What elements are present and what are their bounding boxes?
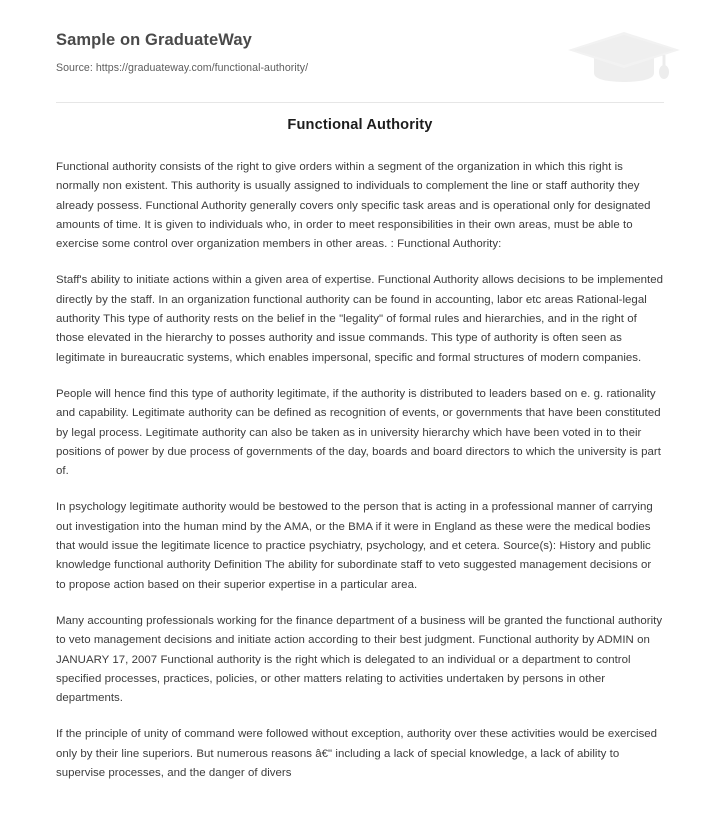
paragraph: Staff's ability to initiate actions within a given area of expertise. Functional Authority allows decisions to be implemented directly by the staff. In an organization functional authority can be found in accounting, labor etc areas Rational-legal authority This type of authority rests on the belief in the "legality" of formal rules and hierarchies, and in the right of those elevated in the hierarchy to posses authority and issue commands. This type of authority is often seen as legitimate in bureaucratic systems, which enables impersonal, specific and formal structures of modern companies. [56,274,663,364]
header-divider [56,102,664,103]
source-url-label: Source: https://graduateway.com/functional-authority/ [56,61,309,74]
document-header [0,0,720,72]
paragraph: If the principle of unity of command were followed without exception, authority over these activities would be exercised only by their line superiors. But numerous reasons â€" including a lack of special knowledge, a lack of ability to supervise processes, and the danger of divers [56,728,658,780]
paragraph: People will hence find this type of authority legitimate, if the authority is distributed to leaders based on e. g. rationality and capability. Legitimate authority can be defined as recognition of events, or governments that have been constituted by legal process. Legitimate authority can also be taken as in university hierarchy which have been voted in to their positions of power by due process of governments of the day, boards and board directors to which the university is part of. [56,387,661,478]
page-title: Functional Authority [287,117,433,133]
site-title: Sample on GraduateWay [56,31,252,49]
document-body [0,72,720,783]
paragraph: Functional authority consists of the right to give orders within a segment of the organization in which this right is normally non existent. This authority is usually assigned to individuals to complement the line or staff authority they already possess. Functional Authority generally covers only specific task areas and is operational only for designated amounts of time. It is given to individuals who, in order to meet responsibilities in their own areas, must be able to exercise some control over organization members in other areas. : Functional Authority: [56,161,651,251]
article-text [56,158,664,783]
paragraph: Many accounting professionals working for the finance department of a business will be granted the functional authority to veto management decisions and initiate action according to their best judgment. Functional authority by ADMIN on JANUARY 17, 2007 Functional authority is the right which is delegated to an individual or a department to control specified processes, practices, policies, or other matters relating to activities undertaken by persons in other departments. [56,614,663,705]
paragraph: In psychology legitimate authority would be bestowed to the person that is acting in a professional manner of carrying out investigation into the human mind by the AMA, or the BMA if it were in England as these were the medical bodies that would issue the legitimate licence to practice psychiatry, psychology, and et cetera. Source(s): History and public knowledge functional authority Definition The ability for subordinate staff to veto suggested management decisions or to propose action based on their superior expertise in a particular area. [56,501,653,591]
